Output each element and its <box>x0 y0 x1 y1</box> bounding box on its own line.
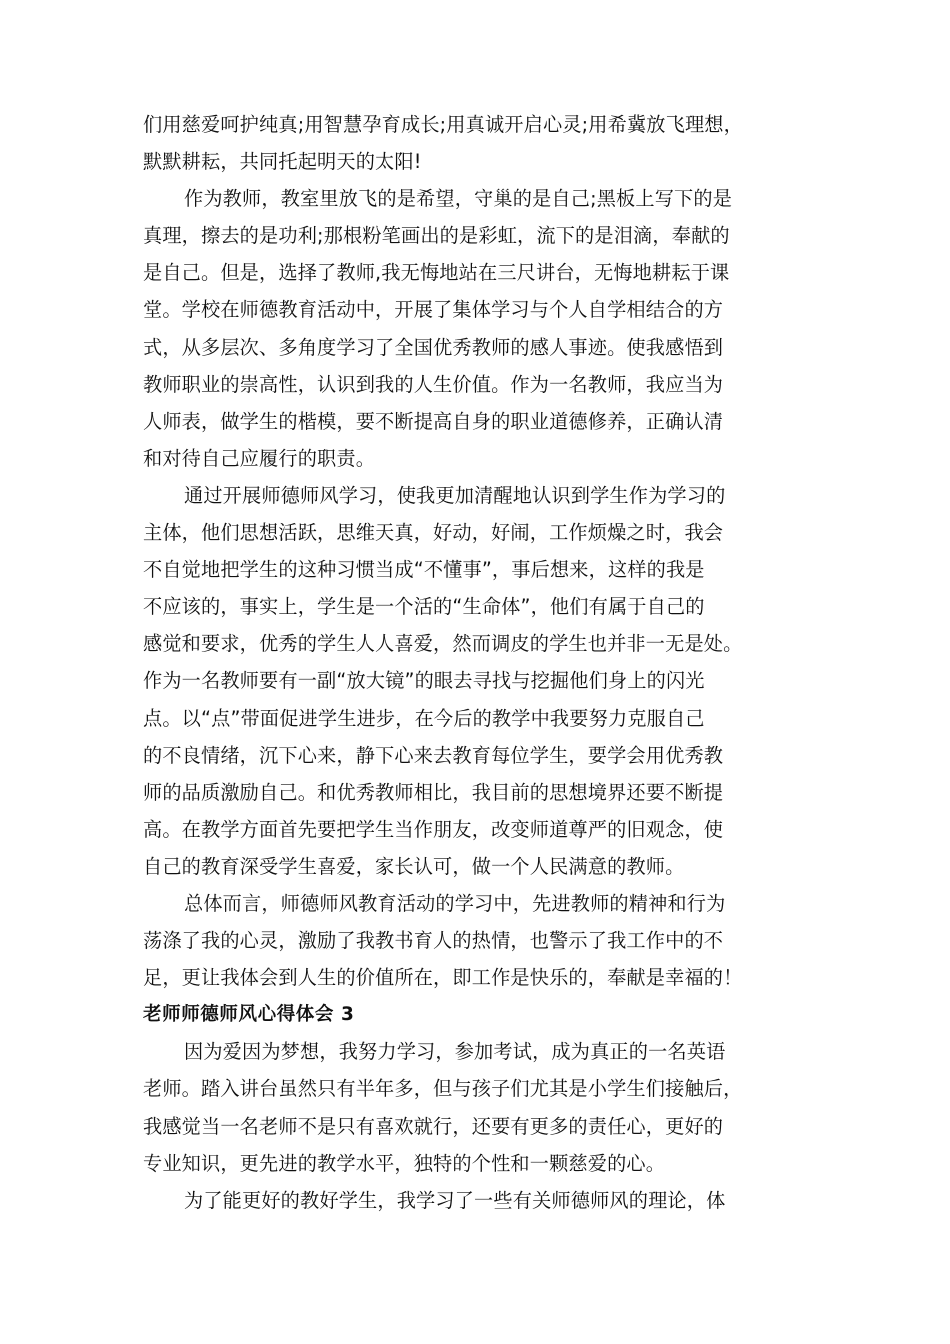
text-line: 感觉和要求，优秀的学生人人喜爱，然而调皮的学生也并非一无是处。 <box>143 632 743 656</box>
document-body <box>143 106 823 1219</box>
paragraph-4 <box>143 885 823 996</box>
text-line: 足，更让我体会到人生的价值所在，即工作是快乐的，奉献是幸福的！ <box>143 966 743 990</box>
text-line: 默默耕耘，共同托起明天的太阳! <box>143 150 422 174</box>
text-line: 主体，他们思想活跃，思维天真，好动，好闹，工作烦燥之时，我会 <box>143 521 724 545</box>
text-line: 高。在教学方面首先要把学生当作朋友，改变师道尊严的旧观念，使 <box>143 817 724 841</box>
text-line: 不应该的，事实上，学生是一个活的“生命体”，他们有属于自己的 <box>143 595 705 619</box>
text-line: 因为爱因为梦想，我努力学习，参加考试，成为真正的一名英语 <box>184 1040 726 1064</box>
paragraph-1 <box>143 106 823 180</box>
text-line: 们用慈爱呵护纯真;用智慧孕育成长;用真诚开启心灵;用希冀放飞理想， <box>143 113 743 136</box>
text-line: 总体而言，师德师风教育活动的学习中，先进教师的精神和行为 <box>184 891 726 915</box>
paragraph-3 <box>143 477 823 885</box>
paragraph-6 <box>143 1182 823 1219</box>
text-line: 老师。踏入讲台虽然只有半年多，但与孩子们尤其是小学生们接触后， <box>143 1077 743 1101</box>
text-line: 专业知识，更先进的教学水平，独特的个性和一颗慈爱的心。 <box>143 1151 666 1175</box>
text-line: 我感觉当一名老师不是只有喜欢就行，还要有更多的责任心，更好的 <box>143 1114 724 1138</box>
text-line: 堂。学校在师德教育活动中，开展了集体学习与个人自学相结合的方 <box>143 298 724 322</box>
text-line: 式，从多层次、多角度学习了全国优秀教师的感人事迹。使我感悟到 <box>143 335 724 359</box>
text-line: 教师职业的崇高性，认识到我的人生价值。作为一名教师，我应当为 <box>143 372 724 396</box>
section-heading: 老师师德师风心得体会 3 <box>143 1004 355 1026</box>
paragraph-2 <box>143 180 823 477</box>
text-line: 作为一名教师要有一副“放大镜”的眼去寻找与挖掘他们身上的闪光 <box>143 669 705 693</box>
text-line: 人师表，做学生的楷模，要不断提高自身的职业道德修养，正确认清 <box>143 409 724 433</box>
text-line: 和对待自己应履行的职责。 <box>143 446 376 470</box>
text-line: 荡涤了我的心灵，激励了我教书育人的热情，也警示了我工作中的不 <box>143 929 724 953</box>
paragraph-5 <box>143 1033 823 1181</box>
text-line: 通过开展师德师风学习，使我更加清醒地认识到学生作为学习的 <box>184 483 726 507</box>
text-line: 真理，擦去的是功利;那根粉笔画出的是彩虹，流下的是泪滴，奉献的 <box>143 224 730 248</box>
text-line: 师的品质激励自己。和优秀教师相比，我目前的思想境界还要不断提 <box>143 780 724 804</box>
text-line: 的不良情绪，沉下心来，静下心来去教育每位学生，要学会用优秀教 <box>143 743 724 767</box>
text-line: 点。以“点”带面促进学生进步，在今后的教学中我要努力克服自己 <box>143 706 705 730</box>
text-line: 自己的教育深受学生喜爱，家长认可，做一个人民满意的教师。 <box>143 854 685 878</box>
text-line: 为了能更好的教好学生，我学习了一些有关师德师风的理论，体 <box>184 1188 726 1212</box>
text-line: 作为教师，教室里放飞的是希望，守巢的是自己;黑板上写下的是 <box>184 187 733 211</box>
text-line: 是自己。但是，选择了教师,我无悔地站在三尺讲台，无悔地耕耘于课 <box>143 261 730 285</box>
text-line: 不自觉地把学生的这种习惯当成“不懂事”，事后想来，这样的我是 <box>143 558 705 582</box>
